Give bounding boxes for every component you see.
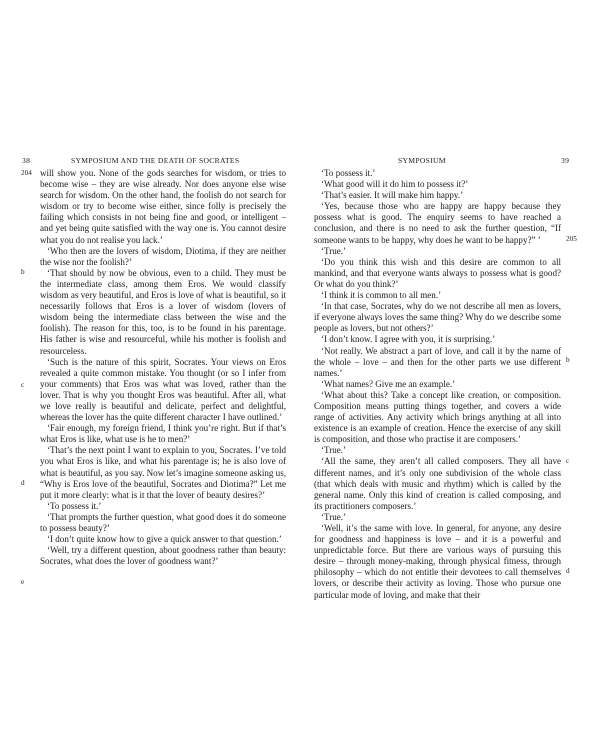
paragraph: ‘True.’: [321, 511, 347, 522]
paragraph: ‘That should by now be obvious, even to a child. They must be the intermediate class, among them Eros. We would classify wisdom as very beautiful, and Eros is love of what is beautiful, so it necessarily follows that Eros is a lover of wisdom (lovers of wisdom being the intermediate class between the wise and the foolish). The reason for this, too, is to be found in his parentage. His father is wise and resourceful, while his mother is foolish and resourceless.: [40, 267, 286, 356]
paragraph: ‘Such is the nature of this spirit, Socrates. Your views on Eros revealed a quite common mistake. You thought (or so I infer from your comments) that Eros was what was loved, rather than the lover. That is why you thought Eros was beautiful. After all, what we love really is beautiful and delicate, perfect and delightful, whereas the lover has the quite different character I have outlined.’: [40, 356, 286, 423]
left-margin-marker-c: c: [21, 381, 25, 389]
left-page-number: 38: [22, 156, 31, 165]
paragraph: ‘To possess it.’: [321, 168, 376, 178]
paragraph: ‘Do you think this wish and this desire are common to all mankind, and that everyone wants always to possess what is good? Or what do you think?’: [314, 256, 561, 289]
paragraph: ‘True.’: [321, 445, 347, 456]
right-margin-marker-c: c: [566, 457, 570, 465]
paragraph: ‘What names? Give me an example.’: [321, 378, 456, 389]
right-margin-marker-d: d: [566, 567, 570, 575]
paragraph: ‘I don’t quite know how to give a quick answer to that question.’: [47, 534, 282, 545]
paragraph: ‘That’s easier. It will make him happy.’: [321, 190, 464, 201]
paragraph: ‘I don’t know. I agree with you, it is surprising.’: [321, 334, 496, 345]
right-page-text: [314, 168, 561, 601]
left-margin-marker-e: e: [21, 578, 25, 586]
left-margin-marker-d: d: [21, 479, 25, 487]
paragraph: ‘Well, it’s the same with love. In general, for anyone, any desire for goodness and happiness is love – and it is a powerful and unpredictable force. But there are various ways of pursuing this desire – through money-making, through physical fitness, through philosophy – which do not entitle their devotees to call themselves lovers, or describe their activity as loving. Those who pursue one particular mode of loving, and make that their: [314, 523, 561, 600]
paragraph: ‘Not really. We abstract a part of love, and call it by the name of the whole – love – and then for the other parts we use different names.’: [314, 345, 561, 378]
left-margin-marker-204: 204: [21, 169, 32, 177]
right-running-title: SYMPOSIUM: [398, 156, 446, 165]
left-page-text: [40, 168, 286, 567]
paragraph: ‘That’s the next point I want to explain to you, Socrates. I’ve told you what Eros is like, and what his parentage is; he is also love of what is beautiful, as you say. Now let’s imagine someone asking us, “Why is Eros love of the beautiful, Socrates and Diotima?” Let me put it more clearly: what is it that the lover of beauty desires?’: [40, 445, 286, 500]
paragraph: ‘What about this? Take a concept like creation, or composition. Composition means putting things together, and covers a wide range of activities. Any activity which brings anything at all into existence is an example of creation. Hence the exercise of any skill is composition, and those who practise it are composers.’: [314, 389, 561, 445]
right-margin-marker-b: b: [566, 356, 570, 364]
left-margin-marker-b: b: [21, 268, 25, 276]
paragraph: ‘What good will it do him to possess it?’: [321, 179, 469, 190]
paragraph: ‘To possess it.’: [47, 500, 102, 511]
paragraph: ‘I think it is common to all men.’: [321, 290, 442, 301]
paragraph: ‘Well, try a different question, about goodness rather than beauty: Socrates, what does the lover of goodness want?’: [40, 545, 286, 567]
paragraph: ‘Who then are the lovers of wisdom, Diotima, if they are neither the wise nor the foolish?’: [40, 245, 286, 267]
left-running-title: SYMPOSIUM AND THE DEATH OF SOCRATES: [71, 156, 240, 165]
paragraph: ‘True.’: [321, 245, 347, 256]
paragraph: will show you. None of the gods searches for wisdom, or tries to become wise – they are wise already. Nor does anyone else wise search for wisdom. On the other hand, the foolish do not search for wisdom or try to become wise either, since folly is precisely the failing which consists in not being fine and good, or intelligent – and yet being quite satisfied with the way one is. You cannot desire what you do not realise you lack.’: [40, 168, 286, 245]
right-page-number: 39: [561, 156, 570, 165]
paragraph: ‘All the same, they aren’t all called composers. They all have different names, and it’s only one subdivision of the whole class (that which deals with music and rhythm) which is called by the general name. Only this kind of creation is called composing, and its practitioners composers.’: [314, 456, 561, 511]
paragraph: ‘Yes, because those who are happy are happy because they possess what is good. The enquiry seems to have reached a conclusion, and there is no need to ask the further question, “If someone wants to be happy, why does he want to be happy?” ’: [314, 201, 561, 245]
right-margin-marker-205: 205: [566, 235, 577, 243]
paragraph: ‘That prompts the further question, what good does it do someone to possess beauty?’: [40, 511, 286, 533]
paragraph: ‘Fair enough, my foreign friend, I think you’re right. But if that’s what Eros is like, what use is he to men?’: [40, 423, 286, 445]
right-page: [300, 0, 600, 750]
paragraph: ‘In that case, Socrates, why do we not describe all men as lovers, if everyone always loves the same thing? Why do we describe some people as lovers, but not others?’: [314, 301, 561, 334]
